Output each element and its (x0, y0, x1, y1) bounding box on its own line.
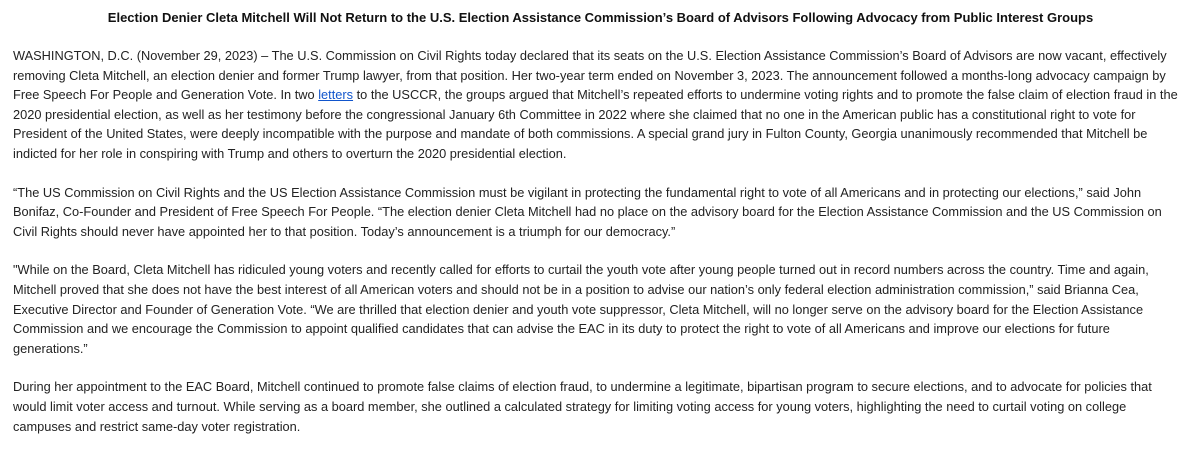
letters-link[interactable]: letters (318, 87, 354, 103)
paragraph-bonifaz-quote: “The US Commission on Civil Rights and the US Election Assistance Commission must be vigilant in protecting the fundamental right to vote of all Americans and in protecting our elections,” said John Bonifaz, Co-Founder and President of Free Speech For People. “The election denier Cleta Mitchell had no place on the advisory board for the Election Assistance Commission and the US Commission on Civil Rights should never have appointed her to that position. Today’s announcement is a triumph for our democracy.” (13, 184, 1162, 239)
paragraph-intro-text-before-link: WASHINGTON, D.C. (November 29, 2023) – The U.S. Commission on Civil Rights today declared that its seats on the U.S. Election Assistance Commission’s Board of Advisors are now vacant, effectively removing Cleta Mitchell, an election denier and former Trump lawyer, from that position. Her two-year term ended on November 3, 2023. The announcement followed a months-long advocacy campaign by Free Speech For People and Generation Vote. In two (13, 48, 1167, 103)
paragraph-cea-quote: "While on the Board, Cleta Mitchell has ridiculed young voters and recently called for efforts to curtail the youth vote after young people turned out in record numbers across the country. Time and again, Mitchell proved that she does not have the best interest of all American voters and should not be in a position to advise our nation’s only federal election administration commission,” said Brianna Cea, Executive Director and Founder of Generation Vote. “We are thrilled that election denier and youth vote suppressor, Cleta Mitchell, will no longer serve on the advisory board for the Election Assistance Commission and we encourage the Commission to appoint qualified candidates that can advise the EAC in its duty to protect the right to vote of all Americans and improve our elections for future generations.” (13, 262, 1149, 356)
paragraph-eac-board: During her appointment to the EAC Board, Mitchell continued to promote false claims of election fraud, to undermine a legitimate, bipartisan program to secure elections, and to advocate for policies that would limit voter access and turnout. While serving as a board member, she outlined a calculated strategy for limiting voting access for young voters, highlighting the need to curtail voting on college campuses and restrict same-day voter registration. (13, 379, 1152, 434)
paragraph-intro-text-after-link: to the USCCR, the groups argued that Mitchell’s repeated efforts to undermine voting rights and to promote the false claim of election fraud in the 2020 presidential election, as well as her testimony before the congressional January 6th Committee in 2022 where she claimed that no one in the American public has a constitutional right to vote for President of the United States, were deeply incompatible with the purpose and mandate of both commissions. A special grand jury in Fulton County, Georgia unanimously recommended that Mitchell be indicted for her role in conspiring with Trump and others to overturn the 2020 presidential election. (13, 87, 1178, 161)
paragraph-intro (13, 46, 1188, 164)
headline: Election Denier Cleta Mitchell Will Not Return to the U.S. Election Assistance Commission’s Board of Advisors Following Advocacy from Public Interest Groups (107, 10, 1094, 25)
